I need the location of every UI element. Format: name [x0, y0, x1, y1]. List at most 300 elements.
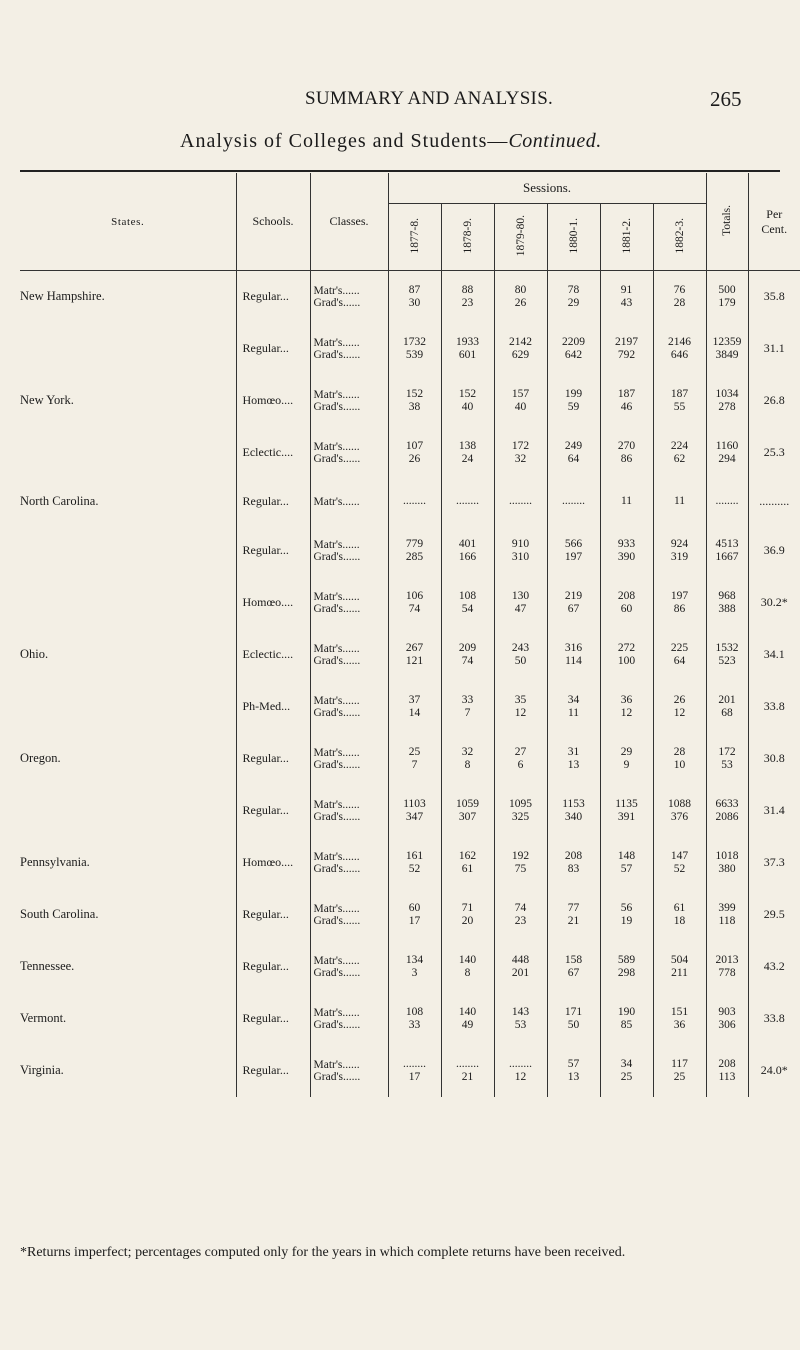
matriculants-value: 1095 [509, 798, 532, 810]
header-totals-label: Totals. [721, 204, 734, 236]
session-value [600, 733, 653, 785]
session-value [600, 837, 653, 889]
matriculants-value: 140 [458, 1006, 477, 1018]
total-value [706, 681, 748, 733]
per-cent-value: 34.1 [748, 629, 800, 681]
header-year-label: 1882-3. [673, 217, 686, 254]
class-grad-label: Grad's...... [313, 706, 361, 719]
class-grad-label: Grad's...... [313, 452, 361, 465]
matriculants-value: 190 [617, 1006, 636, 1018]
matriculants-value: 61 [673, 902, 686, 914]
table-row [20, 837, 800, 889]
graduates-value: 197 [564, 550, 583, 563]
graduates-value: 642 [564, 348, 583, 361]
graduates-value: 11 [567, 706, 580, 719]
classes-cell [310, 271, 388, 323]
graduates-value: 50 [567, 1018, 580, 1031]
table-row [20, 941, 800, 993]
matriculants-value: 201 [718, 694, 736, 706]
session-value [441, 479, 494, 525]
session-value [494, 577, 547, 629]
session-value [388, 1045, 441, 1097]
header-totals [706, 173, 748, 271]
total-value [706, 941, 748, 993]
graduates-value: 166 [458, 550, 477, 563]
total-value [706, 1045, 748, 1097]
header-schools: Schools. [236, 173, 310, 271]
matriculants-value: 1103 [403, 798, 426, 810]
matriculants-value: 172 [511, 440, 530, 452]
matriculants-value: 29 [620, 746, 633, 758]
graduates-value: 539 [405, 348, 424, 361]
total-value [706, 577, 748, 629]
session-value [441, 525, 494, 577]
graduates-value: 307 [458, 810, 477, 823]
graduates-value: 1667 [715, 550, 739, 563]
session-value [494, 785, 547, 837]
class-matr-label: Matr's...... [313, 1006, 360, 1019]
graduates-value: 8 [464, 758, 471, 771]
analysis-table [20, 173, 800, 1097]
session-value [653, 681, 706, 733]
matriculants-value: 147 [670, 850, 689, 862]
classes-cell [310, 323, 388, 375]
header-sessions: Sessions. [388, 173, 706, 204]
matriculants-value: 25 [408, 746, 421, 758]
matriculants-value: 88 [461, 284, 474, 297]
graduates-value: 2086 [715, 810, 739, 823]
table-title [180, 130, 602, 153]
session-value [653, 1045, 706, 1097]
graduates-value: 28 [673, 296, 686, 309]
per-cent-value: 37.3 [748, 837, 800, 889]
class-matr-label: Matr's...... [313, 798, 360, 811]
state-name [20, 427, 236, 479]
graduates-value: 10 [673, 758, 686, 771]
graduates-value: 20 [461, 914, 474, 927]
graduates-value: 306 [718, 1018, 736, 1031]
header-year-label: 1878-9. [461, 217, 474, 254]
total-value [706, 271, 748, 323]
session-value [653, 837, 706, 889]
graduates-value: 67 [567, 966, 580, 979]
table-row [20, 427, 800, 479]
session-value [600, 577, 653, 629]
graduates-value: 121 [405, 654, 424, 667]
school-type: Regular... [236, 525, 310, 577]
session-value [441, 681, 494, 733]
matriculants-value: 11 [673, 495, 686, 508]
session-value [441, 993, 494, 1045]
table-row [20, 889, 800, 941]
graduates-value: 24 [461, 452, 474, 465]
session-value [653, 375, 706, 427]
session-value [653, 427, 706, 479]
classes-cell [310, 577, 388, 629]
school-type: Regular... [236, 323, 310, 375]
session-value [653, 577, 706, 629]
session-value [388, 941, 441, 993]
total-value [706, 733, 748, 785]
total-value [706, 525, 748, 577]
header-per-cent: Per Cent. [748, 173, 800, 271]
matriculants-value: 1088 [668, 798, 691, 810]
graduates-value: 67 [567, 602, 580, 615]
graduates-value: 53 [514, 1018, 527, 1031]
session-value [600, 681, 653, 733]
graduates-value: 74 [408, 602, 421, 615]
session-value [600, 1045, 653, 1097]
class-grad-label: Grad's...... [313, 966, 361, 979]
graduates-value: 388 [718, 602, 736, 615]
classes-cell [310, 785, 388, 837]
session-value [441, 837, 494, 889]
graduates-value: 646 [670, 348, 689, 361]
class-matr-label: Matr's...... [313, 284, 360, 297]
session-value [547, 785, 600, 837]
graduates-value: 7 [411, 758, 418, 771]
header-year [494, 204, 547, 271]
matriculants-value: 32 [461, 746, 474, 758]
graduates-value: 601 [458, 348, 477, 361]
session-value [388, 629, 441, 681]
table-body [20, 271, 800, 1097]
matriculants-value: 1732 [403, 336, 426, 348]
class-grad-label: Grad's...... [313, 296, 361, 309]
graduates-value: 298 [617, 966, 636, 979]
matriculants-value: 903 [718, 1006, 736, 1018]
table-row [20, 629, 800, 681]
state-name: New Hampshire. [20, 289, 105, 304]
graduates-value: 319 [670, 550, 689, 563]
per-cent-value: .......... [748, 479, 800, 525]
school-type: Homœo.... [236, 577, 310, 629]
class-matr-label: Matr's...... [313, 440, 360, 453]
header-year [547, 204, 600, 271]
session-value [388, 375, 441, 427]
graduates-value: 310 [511, 550, 530, 563]
matriculants-value: 33 [461, 694, 474, 706]
graduates-value: 57 [620, 862, 633, 875]
matriculants-value: 140 [458, 954, 477, 966]
class-grad-label: Grad's...... [313, 1018, 361, 1031]
matriculants-value: 37 [408, 694, 421, 706]
session-value [441, 577, 494, 629]
session-value [441, 1045, 494, 1097]
graduates-value: 285 [405, 550, 424, 563]
class-matr-label: Matr's...... [313, 1058, 360, 1071]
class-grad-label: Grad's...... [313, 1070, 361, 1083]
class-matr-label: Matr's...... [313, 388, 360, 401]
state-name: Tennessee. [20, 959, 75, 973]
matriculants-value: 924 [670, 538, 689, 550]
graduates-value: 17 [408, 1070, 421, 1083]
session-value [494, 681, 547, 733]
state-name: Vermont. [20, 1011, 67, 1025]
graduates-value: 6 [517, 758, 524, 771]
per-cent-value: 36.9 [748, 525, 800, 577]
session-value [494, 525, 547, 577]
session-value [388, 733, 441, 785]
session-value [547, 733, 600, 785]
graduates-value: 23 [514, 914, 527, 927]
matriculants-value: 57 [567, 1058, 580, 1070]
school-type: Regular... [236, 941, 310, 993]
matriculants-value: 910 [511, 538, 530, 550]
matriculants-value: 192 [511, 850, 530, 862]
graduates-value: 64 [673, 654, 686, 667]
graduates-value: 12 [673, 706, 686, 719]
matriculants-value: 270 [617, 440, 636, 452]
graduates-value: 46 [620, 400, 633, 413]
matriculants-value: 106 [405, 590, 424, 602]
matriculants-value: 77 [567, 902, 580, 914]
school-type: Regular... [236, 785, 310, 837]
classes-cell [310, 733, 388, 785]
session-value [388, 785, 441, 837]
session-value [547, 271, 600, 323]
matriculants-value: 399 [718, 902, 736, 914]
graduates-value: 40 [514, 400, 527, 413]
header-year-label: 1881-2. [620, 217, 633, 254]
matriculants-value: 316 [564, 642, 583, 654]
classes-cell [310, 479, 388, 525]
matriculants-value: 219 [564, 590, 583, 602]
session-value [547, 479, 600, 525]
classes-cell [310, 525, 388, 577]
matriculants-value: 566 [564, 538, 583, 550]
session-value [653, 733, 706, 785]
class-matr-label: Matr's...... [313, 538, 360, 551]
state-name [20, 525, 236, 577]
graduates-value: 68 [721, 706, 733, 719]
graduates-value: 114 [565, 654, 582, 667]
graduates-value: 12 [514, 1070, 527, 1083]
graduates-value: 52 [408, 862, 421, 875]
footnote: *Returns imperfect; percentages computed only for the years in which complete returns have been received. [20, 1245, 626, 1260]
per-cent-value: 29.5 [748, 889, 800, 941]
total-value [706, 889, 748, 941]
matriculants-value: 36 [620, 694, 633, 706]
session-value [441, 427, 494, 479]
session-value [494, 375, 547, 427]
header-year-label: 1877-8. [408, 217, 421, 254]
matriculants-value: 2209 [562, 336, 585, 348]
total-value [706, 375, 748, 427]
matriculants-value: 267 [405, 642, 424, 654]
graduates-value: 52 [673, 862, 686, 875]
matriculants-value: 1532 [715, 642, 739, 654]
per-cent-value: 31.1 [748, 323, 800, 375]
per-cent-value: 33.8 [748, 993, 800, 1045]
matriculants-value: 2142 [509, 336, 532, 348]
graduates-value: 376 [670, 810, 689, 823]
graduates-value: 19 [620, 914, 633, 927]
session-value [494, 1045, 547, 1097]
table-row [20, 993, 800, 1045]
class-grad-label: Grad's...... [313, 862, 361, 875]
matriculants-value: ........ [403, 495, 426, 508]
matriculants-value: 1153 [562, 798, 585, 810]
graduates-value: 13 [567, 758, 580, 771]
header-year [600, 204, 653, 271]
graduates-value: 14 [408, 706, 421, 719]
graduates-value: 201 [511, 966, 530, 979]
matriculants-value: 34 [567, 694, 580, 706]
matriculants-value: 138 [458, 440, 477, 452]
graduates-value: 21 [461, 1070, 474, 1083]
graduates-value: 294 [718, 452, 736, 465]
graduates-value: 60 [620, 602, 633, 615]
matriculants-value: 208 [718, 1058, 736, 1070]
graduates-value: 792 [617, 348, 636, 361]
session-value [494, 629, 547, 681]
session-value [547, 681, 600, 733]
matriculants-value: 500 [718, 284, 736, 297]
table-row [20, 323, 800, 375]
matriculants-value: 589 [617, 954, 636, 966]
matriculants-value: 4513 [715, 538, 739, 550]
session-value [653, 785, 706, 837]
matriculants-value: ........ [403, 1058, 426, 1070]
session-value [653, 271, 706, 323]
matriculants-value: 225 [670, 642, 689, 654]
graduates-value: 25 [673, 1070, 686, 1083]
matriculants-value: 107 [405, 440, 424, 452]
matriculants-value: ........ [509, 495, 532, 508]
total-value [706, 993, 748, 1045]
graduates-value: 179 [718, 296, 736, 309]
session-value [653, 889, 706, 941]
matriculants-value: 76 [673, 284, 686, 297]
state-name: Pennsylvania. [20, 855, 90, 869]
graduates-value: 325 [511, 810, 530, 823]
class-matr-label: Matr's...... [313, 642, 360, 655]
graduates-value: 32 [514, 452, 527, 465]
table-row [20, 479, 800, 525]
matriculants-value: ........ [456, 1058, 479, 1070]
per-cent-value: 35.8 [748, 271, 800, 323]
state-name [20, 681, 236, 733]
matriculants-value: 158 [564, 954, 583, 966]
session-value [600, 427, 653, 479]
matriculants-value: 134 [405, 954, 424, 966]
matriculants-value: 91 [620, 284, 633, 297]
graduates-value: 40 [461, 400, 474, 413]
session-value [547, 577, 600, 629]
class-grad-label: Grad's...... [313, 914, 361, 927]
graduates-value: 347 [405, 810, 424, 823]
matriculants-value: 1135 [615, 798, 638, 810]
session-value [600, 889, 653, 941]
graduates-value: 61 [461, 862, 474, 875]
graduates-value: 391 [617, 810, 636, 823]
session-value [388, 525, 441, 577]
matriculants-value: 208 [564, 850, 583, 862]
matriculants-value: 162 [458, 850, 477, 862]
class-grad-label: Grad's...... [313, 654, 361, 667]
total-value [706, 479, 748, 525]
graduates-value: 3 [411, 966, 418, 979]
per-cent-value: 33.8 [748, 681, 800, 733]
classes-cell [310, 837, 388, 889]
graduates-value: 75 [514, 862, 527, 875]
matriculants-value: 224 [670, 440, 689, 452]
session-value [494, 837, 547, 889]
session-value [600, 785, 653, 837]
session-value [600, 993, 653, 1045]
session-value [494, 941, 547, 993]
matriculants-value: 26 [673, 694, 686, 706]
session-value [388, 837, 441, 889]
graduates-value: 36 [673, 1018, 686, 1031]
graduates-value: 12 [514, 706, 527, 719]
graduates-value: 12 [620, 706, 633, 719]
graduates-value: 8 [464, 966, 471, 979]
session-value [388, 889, 441, 941]
matriculants-value: 208 [617, 590, 636, 602]
session-value [600, 525, 653, 577]
per-cent-value: 30.2* [748, 577, 800, 629]
state-name [20, 785, 236, 837]
graduates-value: 3849 [715, 348, 739, 361]
classes-cell [310, 629, 388, 681]
matriculants-value: 779 [405, 538, 424, 550]
graduates-value: 13 [567, 1070, 580, 1083]
matriculants-value: 28 [673, 746, 686, 758]
matriculants-value: 968 [718, 590, 736, 602]
session-value [388, 681, 441, 733]
session-value [388, 993, 441, 1045]
classes-cell [310, 993, 388, 1045]
matriculants-value: ........ [562, 495, 585, 508]
matriculants-value: 11 [620, 495, 633, 508]
header-year-label: 1879-80. [514, 214, 527, 257]
matriculants-value: 161 [405, 850, 424, 862]
running-head-title: SUMMARY AND ANALYSIS. [305, 88, 554, 109]
matriculants-value: 56 [620, 902, 633, 914]
session-value [653, 323, 706, 375]
table-row [20, 785, 800, 837]
session-value [653, 941, 706, 993]
matriculants-value: 87 [408, 284, 421, 297]
matriculants-value: 1160 [715, 440, 739, 452]
graduates-value: 64 [567, 452, 580, 465]
matriculants-value: 448 [511, 954, 530, 966]
state-name: South Carolina. [20, 907, 99, 921]
matriculants-value: 401 [458, 538, 477, 550]
per-cent-value: 30.8 [748, 733, 800, 785]
session-value [653, 629, 706, 681]
matriculants-value: 197 [670, 590, 689, 602]
session-value [547, 941, 600, 993]
total-value [706, 427, 748, 479]
matriculants-value: 130 [511, 590, 530, 602]
session-value [494, 427, 547, 479]
table-row [20, 681, 800, 733]
state-name: Oregon. [20, 751, 61, 765]
matriculants-value: 71 [461, 902, 474, 914]
graduates-value: 25 [620, 1070, 633, 1083]
graduates-value: 278 [718, 400, 736, 413]
school-type: Regular... [236, 733, 310, 785]
matriculants-value: 2146 [668, 336, 691, 348]
table-row [20, 525, 800, 577]
matriculants-value: 187 [617, 388, 636, 400]
session-value [547, 889, 600, 941]
class-matr-label: Matr's...... [313, 954, 360, 967]
graduates-value: 62 [673, 452, 686, 465]
